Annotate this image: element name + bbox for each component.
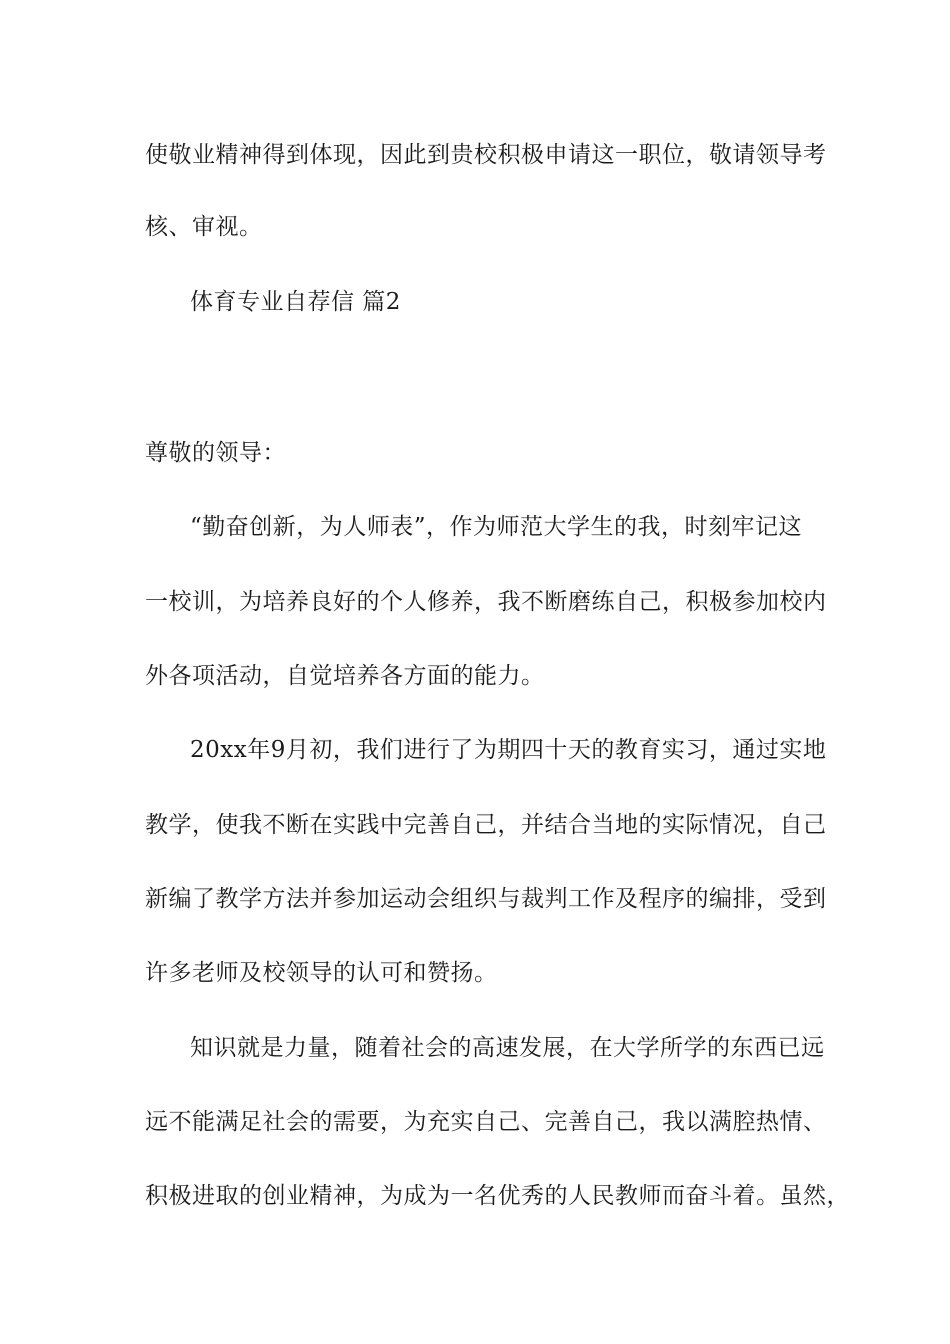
paragraph-line: 许多老师及校领导的认可和赞扬。 xyxy=(145,960,498,986)
paragraph-line: 核、审视。 xyxy=(145,214,263,240)
paragraph-line: 积极进取的创业精神，为成为一名优秀的人民教师而奋斗着。虽然， xyxy=(145,1183,850,1209)
paragraph-line: 知识就是力量，随着社会的高速发展，在大学所学的东西已远 xyxy=(190,1035,825,1061)
paragraph-line: “勤奋创新，为人师表”，作为师范大学生的我，时刻牢记这 xyxy=(190,514,803,540)
paragraph-line: 远不能满足社会的需要，为充实自己、完善自己，我以满腔热情、 xyxy=(145,1109,827,1135)
paragraph-line: 20xx年9月初，我们进行了为期四十天的教育实习，通过实地 xyxy=(190,737,827,763)
salutation: 尊敬的领导： xyxy=(145,440,286,466)
paragraph-line: 新编了教学方法并参加运动会组织与裁判工作及程序的编排，受到 xyxy=(145,886,827,912)
paragraph-line: 使敬业精神得到体现，因此到贵校积极申请这一职位，敬请领导考 xyxy=(145,142,827,168)
paragraph-line: 一校训，为培养良好的个人修养，我不断磨练自己，积极参加校内 xyxy=(145,589,827,615)
paragraph-line: 教学，使我不断在实践中完善自己，并结合当地的实际情况，自己 xyxy=(145,812,827,838)
section-heading: 体育专业自荐信 篇2 xyxy=(190,289,401,315)
paragraph-line: 外各项活动，自觉培养各方面的能力。 xyxy=(145,663,545,689)
